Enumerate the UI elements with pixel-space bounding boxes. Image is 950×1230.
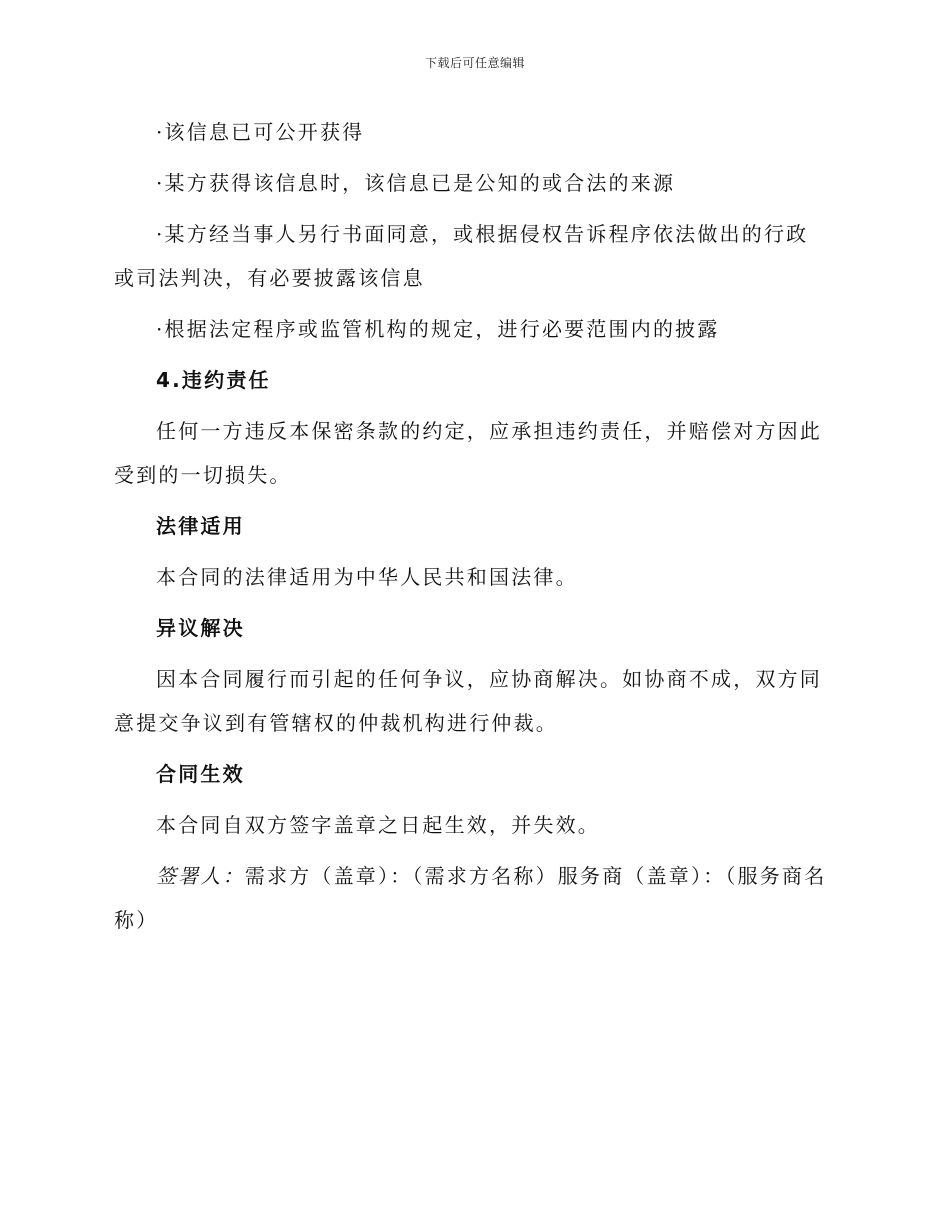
heading-law: 法律适用 (156, 514, 245, 538)
bullet-regulation: ·根据法定程序或监管机构的规定，进行必要范围内的披露 (156, 317, 720, 341)
heading-breach: 4.违约责任 (156, 368, 271, 392)
bullet-known: ·某方获得该信息时，该信息已是公知的或合法的来源 (156, 171, 676, 195)
signature-label: 签署人： (156, 864, 245, 888)
effect-body: 本合同自双方签字盖章之日起生效，并失效。 (156, 813, 600, 837)
bullet-public: ·该信息已可公开获得 (156, 120, 365, 144)
document-body (114, 110, 830, 942)
page-header: 下载后可任意编辑 (424, 56, 525, 70)
signature-line (114, 854, 830, 942)
heading-effect: 合同生效 (156, 762, 245, 786)
dispute-body: 因本合同履行而引起的任何争议，应协商解决。如协商不成，双方同意提交争议到有管辖权的仲裁机构进行仲裁。 (114, 667, 822, 735)
law-body: 本合同的法律适用为中华人民共和国法律。 (156, 565, 578, 589)
bullet-consent: ·某方经当事人另行书面同意，或根据侵权告诉程序依法做出的行政或司法判决，有必要披露该信息 (114, 222, 809, 290)
heading-dispute: 异议解决 (156, 616, 245, 640)
signature-text: 需求方（盖章）：（需求方名称）服务商（盖章）：（服务商名称） (114, 864, 827, 932)
breach-body: 任何一方违反本保密条款的约定，应承担违约责任，并赔偿对方因此受到的一切损失。 (114, 419, 822, 487)
